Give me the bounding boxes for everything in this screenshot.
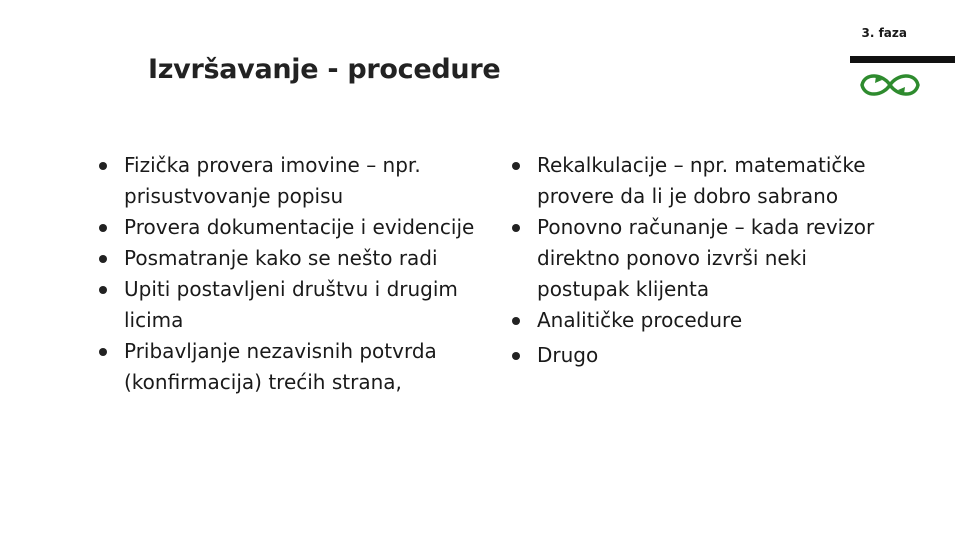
- phase-bar: [850, 56, 955, 63]
- list-item: Drugo: [508, 340, 903, 371]
- list-item: Fizička provera imovine – npr. prisustvovanje popisu: [95, 150, 475, 212]
- list-item: Pribavljanje nezavisnih potvrda (konfirmacija) trećih strana,: [95, 336, 475, 398]
- slide-title: Izvršavanje - procedure: [148, 54, 501, 85]
- list-item: Upiti postavljeni društvu i drugim licima: [95, 274, 475, 336]
- phase-label: 3. faza: [861, 26, 907, 40]
- list-item: Rekalkulacije – npr. matematičke provere da li je dobro sabrano: [508, 150, 903, 212]
- list-item: Posmatranje kako se nešto radi: [95, 243, 475, 274]
- right-bullet-list: [508, 150, 903, 371]
- infinity-cycle-icon: [856, 68, 924, 102]
- left-bullet-list: [95, 150, 475, 398]
- list-item: Analitičke procedure: [508, 305, 903, 336]
- list-item: Ponovno računanje – kada revizor direktno ponovo izvrši neki postupak klijenta: [508, 212, 903, 305]
- list-item: Provera dokumentacije i evidencije: [95, 212, 475, 243]
